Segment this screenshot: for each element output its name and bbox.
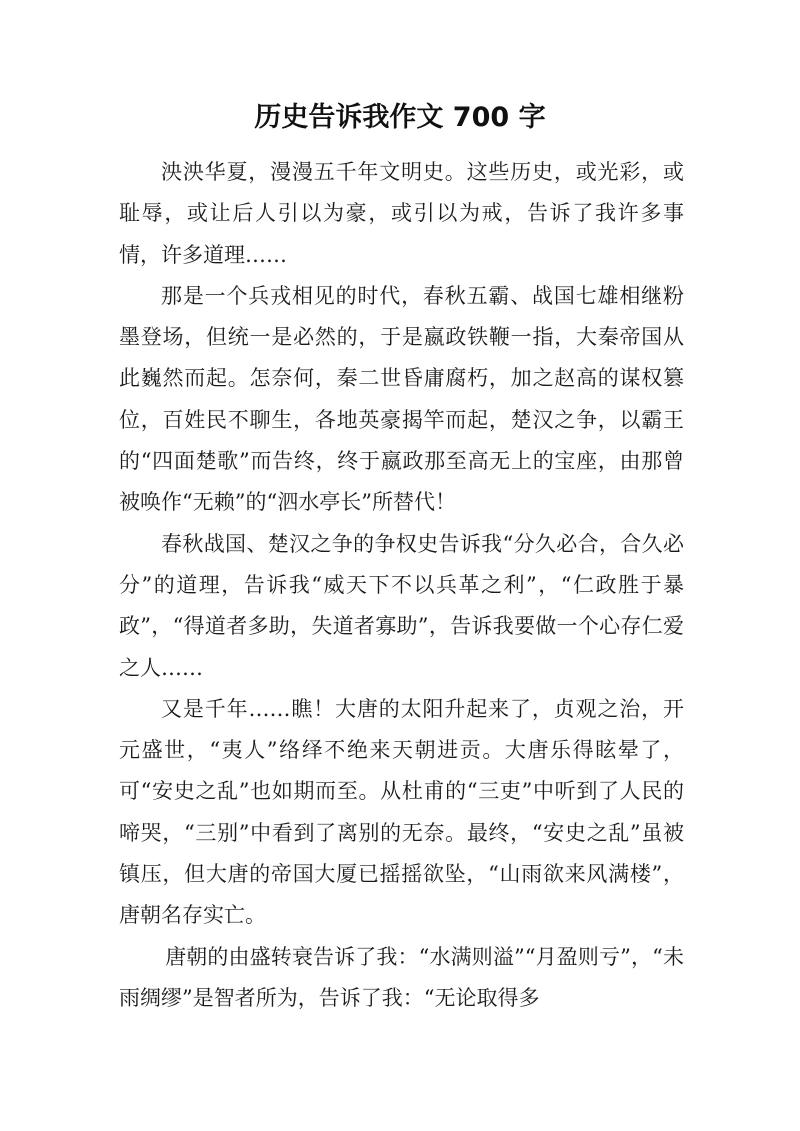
paragraph-5: 唐朝的由盛转衰告诉了我：“水满则溢”“月盈则亏”，“未雨绸缪”是智者所为，告诉了我：“无论取得多 <box>119 944 684 1010</box>
paragraph-4: 又是千年……瞧！大唐的太阳升起来了，贞观之治，开元盛世，“夷人”络绎不绝来天朝进贡。大唐乐得眩晕了，可“安史之乱”也如期而至。从杜甫的“三吏”中听到了人民的啼哭，“三别”中看到了离别的无奈。最终，“安史之乱”虽被镇压，但大唐的帝国大厦已摇摇欲坠，“山雨欲来风满楼”，唐朝名存实亡。 <box>119 696 684 928</box>
paragraph-2: 那是一个兵戎相见的时代，春秋五霸、战国七雄相继粉墨登场，但统一是必然的，于是嬴政铁鞭一指，大秦帝国从此巍然而起。怎奈何，秦二世昏庸腐朽，加之赵高的谋权篡位，百姓民不聊生，各地英豪揭竿而起，楚汉之争，以霸王的“四面楚歌”而告终，终于嬴政那至高无上的宝座，由那曾被唤作“无赖”的“泗水亭长”所替代！ <box>119 283 684 515</box>
document-body <box>119 152 684 1019</box>
paragraph-3: 春秋战国、楚汉之争的争权史告诉我“分久必合，合久必分”的道理，告诉我“威天下不以兵革之利”，“仁政胜于暴政”，“得道者多助，失道者寡助”，告诉我要做一个心存仁爱之人…… <box>119 531 684 680</box>
document-title: 历史告诉我作文 700 字 <box>254 102 546 133</box>
paragraph-1: 泱泱华夏，漫漫五千年文明史。这些历史，或光彩，或耻辱，或让后人引以为豪，或引以为戒，告诉了我许多事情，许多道理…… <box>119 160 684 267</box>
